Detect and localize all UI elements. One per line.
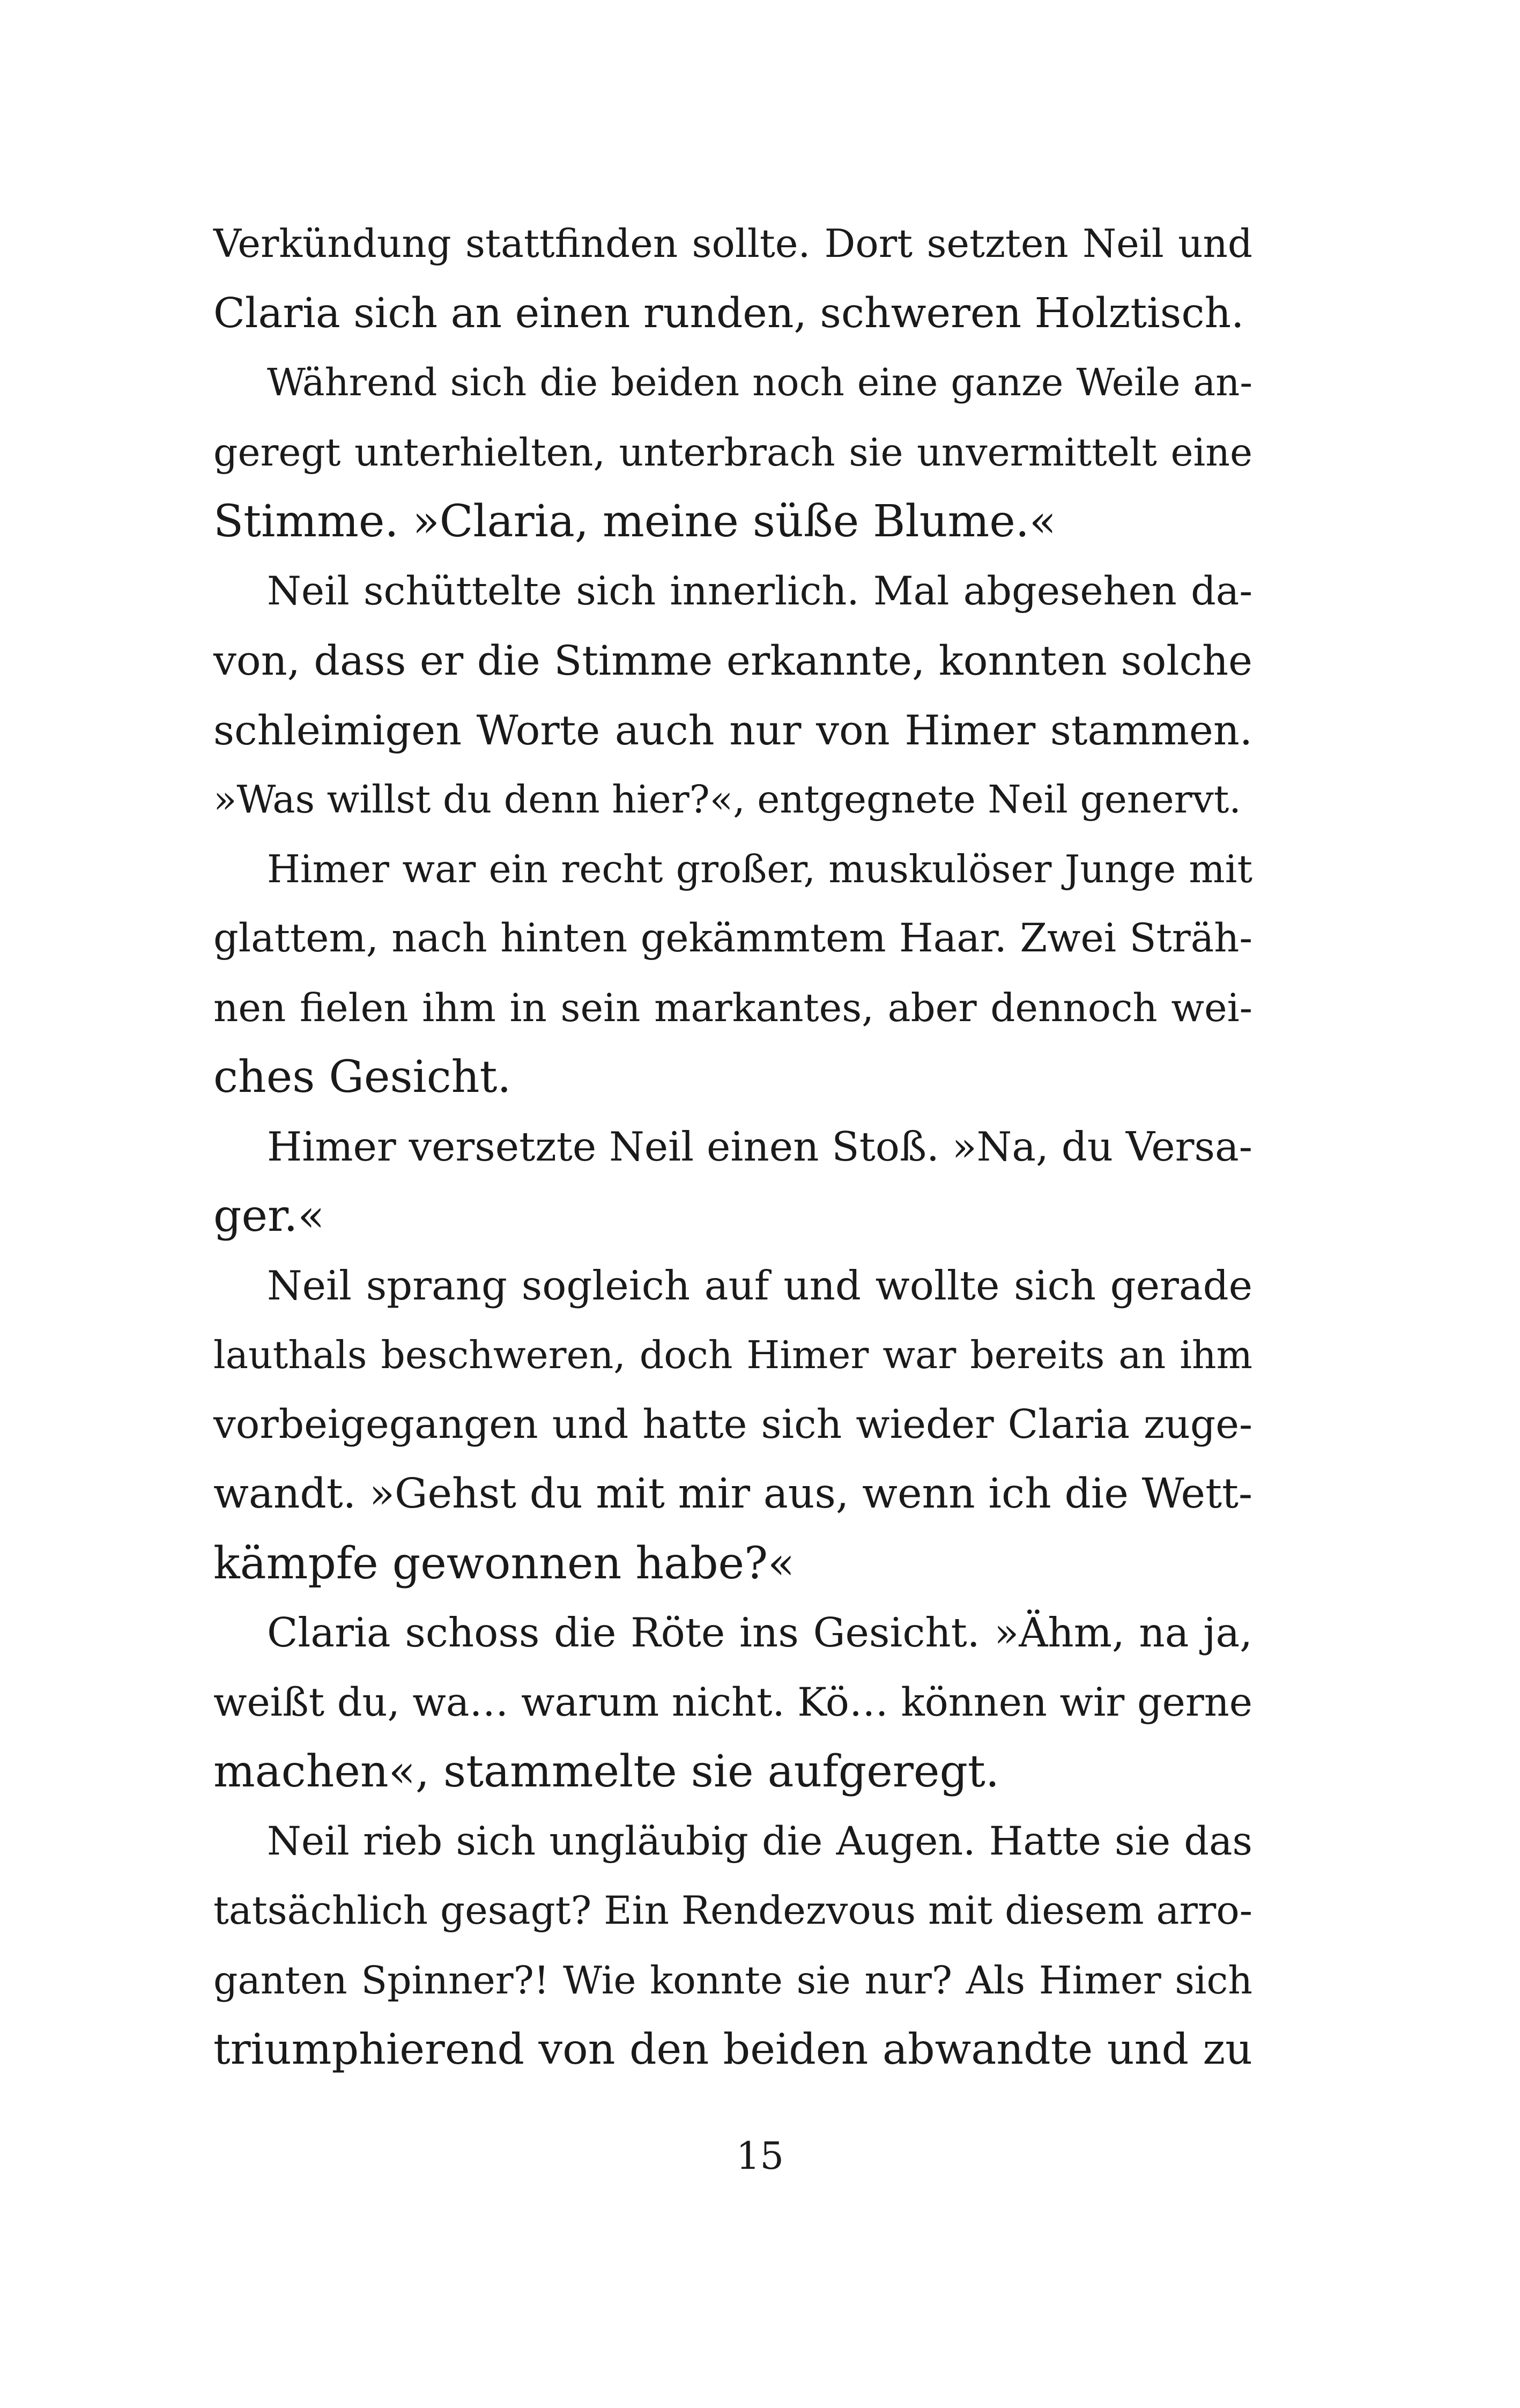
text-line: glattem, nach hinten gekämmtem Haar. Zwei Sträh- (213, 915, 1252, 961)
text-line: Neil rieb sich ungläubig die Augen. Hatte sie das (267, 1818, 1252, 1864)
text-line: triumphierend von den beiden abwandte und zu (213, 2025, 1252, 2074)
text-line: Verkündung stattfinden sollte. Dort setzten Neil und (213, 221, 1252, 266)
text-line: kämpfe gewonnen habe?« (213, 1538, 795, 1589)
text-line: Neil schüttelte sich innerlich. Mal abgesehen da- (267, 568, 1252, 614)
text-line: von, dass er die Stimme erkannte, konnten solche (213, 637, 1252, 684)
text-line: geregt unterhielten, unterbrach sie unvermittelt eine (213, 430, 1252, 475)
text-line: weißt du, wa… warum nicht. Kö… können wir gerne (213, 1679, 1252, 1725)
text-line: lauthals beschweren, doch Himer war bereits an ihm (213, 1333, 1252, 1377)
text-line: schleimigen Worte auch nur von Himer stammen. (213, 706, 1252, 754)
text-line: Während sich die beiden noch eine ganze Weile an- (267, 360, 1252, 404)
text-line: Stimme. »Claria, meine süße Blume.« (213, 496, 1056, 547)
text-line: ger.« (213, 1191, 325, 1242)
text-line: Himer versetzte Neil einen Stoß. »Na, du Versa- (267, 1122, 1252, 1170)
body-text (213, 209, 1252, 2085)
text-line: machen«, stammelte sie aufgeregt. (213, 1746, 999, 1797)
page-number: 15 (736, 2134, 784, 2178)
text-line: »Was willst du denn hier?«, entgegnete Neil genervt. (213, 777, 1241, 822)
text-line: nen fielen ihm in sein markantes, aber dennoch wei- (213, 985, 1252, 1030)
text-line: Himer war ein recht großer, muskulöser Junge mit (267, 846, 1252, 891)
text-line: tatsächlich gesagt? Ein Rendezvous mit diesem arro- (213, 1888, 1252, 1933)
text-line: wandt. »Gehst du mit mir aus, wenn ich die Wett- (213, 1470, 1252, 1518)
text-line: Claria schoss die Röte ins Gesicht. »Ähm, na ja, (267, 1609, 1252, 1656)
text-line: Neil sprang sogleich auf und wollte sich gerade (267, 1261, 1252, 1309)
text-line: ches Gesicht. (213, 1052, 511, 1103)
text-line: vorbeigegangen und hatte sich wieder Claria zuge- (213, 1401, 1252, 1447)
text-line: Claria sich an einen runden, schweren Holztisch. (213, 289, 1244, 337)
text-line: ganten Spinner?! Wie konnte sie nur? Als Himer sich (213, 1958, 1252, 2003)
